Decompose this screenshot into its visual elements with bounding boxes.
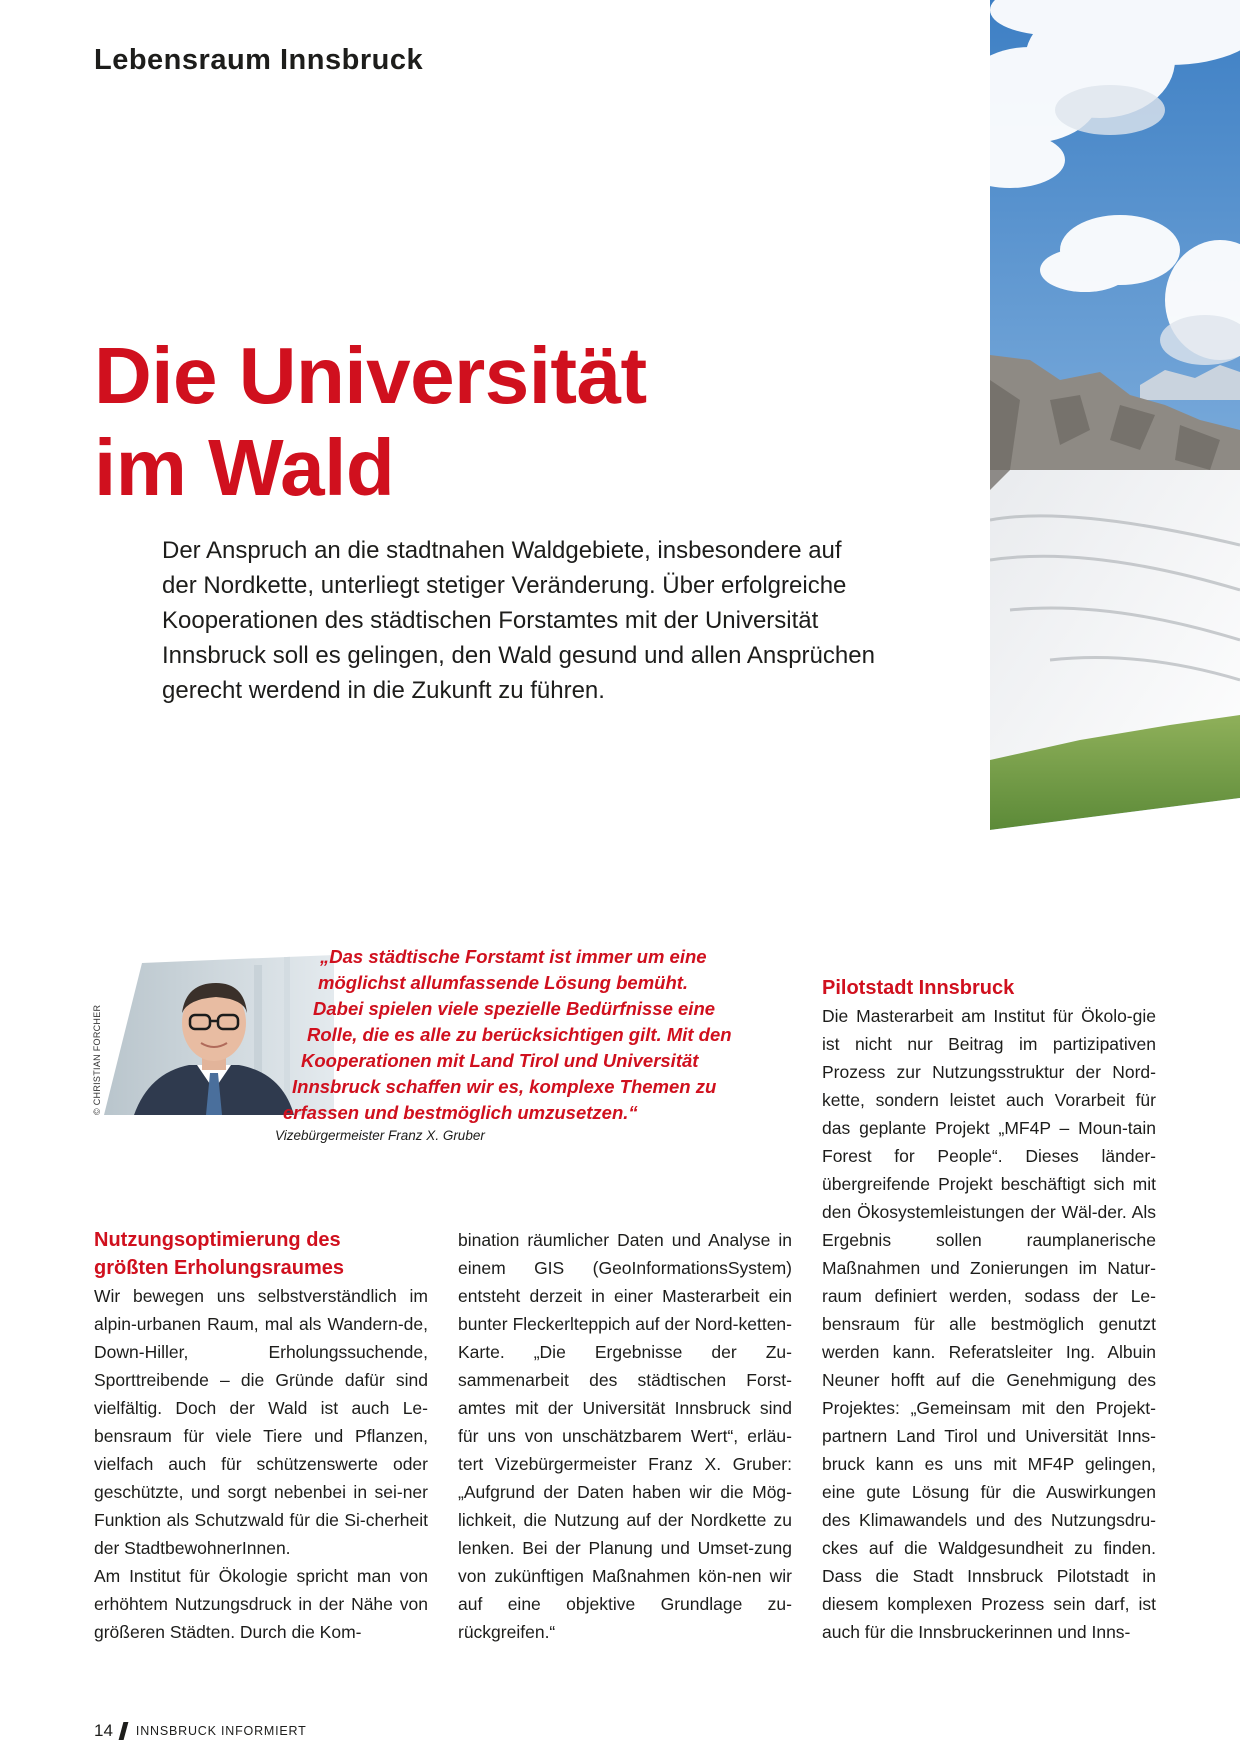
column-2 xyxy=(458,1226,792,1646)
lead-line: gerecht werdend in die Zukunft zu führen. xyxy=(162,677,605,704)
column-1 xyxy=(94,1226,428,1646)
alpine-landscape-photo xyxy=(990,0,1240,830)
footer-divider xyxy=(119,1722,129,1740)
headline-line-1: Die Universität xyxy=(94,331,647,420)
quote-line: Kooperationen mit Land Tirol und Universität xyxy=(301,1050,699,1071)
lead-line: Kooperationen des städtischen Forstamtes mit der Universität xyxy=(162,607,819,634)
column-1-heading xyxy=(94,1226,428,1282)
lead-line: Innsbruck soll es gelingen, den Wald gesund und allen Ansprüchen xyxy=(162,642,875,669)
quote-line: Dabei spielen viele spezielle Bedürfnisse eine xyxy=(313,998,716,1019)
lead-line: Der Anspruch an die stadtnahen Waldgebiete, insbesondere auf xyxy=(162,537,842,564)
headline xyxy=(94,330,647,514)
paragraph: Die Masterarbeit am Institut für Ökolo-gie ist nicht nur Beitrag im partizipativen Prozess zur Nutzungsstruktur der Nord-kette, sondern leistet auch Vorarbeit für das geplante Projekt „MF4P – Moun-tain Forest for People“. Dieses länder-übergreifende Projekt beschäftigt sich mit den Ökosystemleistungen der Wäl-der. Als Ergebnis sollen raumplanerische Maßnahmen und Zonierungen im Natur-raum definiert werden, sodass der Le-bensraum für alle bestmöglich genutzt werden kann. Referatsleiter Ing. Albuin Neuner hofft auf die Genehmigung des Projektes: „Gemeinsam mit den Projekt-partnern Land Tirol und Universität Inns-bruck kann es uns mit MF4P gelingen, eine gute Lösung für die Auswirkungen des Klimawandels und des Nutzungsdru-ckes auf die Waldgesundheit zu finden. Dass die Stadt Innsbruck Pilotstadt in diesem komplexen Prozess sein darf, ist auch für die Innsbruckerinnen und Inns- xyxy=(822,1006,1156,1642)
quote-line: Rolle, die es alle zu berücksichtigen gilt. Mit den xyxy=(307,1024,732,1045)
quote-author: Vizebürgermeister Franz X. Gruber xyxy=(275,1128,485,1143)
quote-line: erfassen und bestmöglich umzusetzen.“ xyxy=(283,1102,638,1123)
section-label: Lebensraum Innsbruck xyxy=(94,44,424,76)
heading-line: Nutzungsoptimierung des xyxy=(94,1229,341,1251)
quote-line: möglichst allumfassende Lösung bemüht. xyxy=(318,972,689,993)
lead-line: der Nordkette, unterliegt stetiger Veränderung. Über erfolgreiche xyxy=(162,572,847,599)
footer xyxy=(94,1721,307,1741)
photo-credit: © CHRISTIAN FORCHER xyxy=(92,1004,102,1115)
column-3 xyxy=(822,974,1156,1646)
lead-paragraph xyxy=(162,533,902,708)
heading-line: größten Erholungsraumes xyxy=(94,1257,345,1279)
page-number: 14 xyxy=(94,1721,113,1740)
paragraph: bination räumlicher Daten und Analyse in einem GIS (GeoInformationsSystem) entsteht derzeit in einer Masterarbeit ein bunter Fleckerlteppich auf der Nord-ketten-Karte. „Die Ergebnisse der Zu-sammenarbeit des städtischen Forst-amtes mit der Universität Innsbruck sind für uns von unschätzbarem Wert“, erläu-tert Vizebürgermeister Franz X. Gruber: „Aufgrund der Daten haben wir die Mög-lichkeit, die Nutzung auf der Nordkette zu lenken. Bei der Planung und Umset-zung von zukünftigen Maßnahmen kön-nen wir auf eine objektive Grundlage zu-rückgreifen.“ xyxy=(458,1230,792,1642)
magazine-name: INNSBRUCK INFORMIERT xyxy=(135,1724,307,1738)
paragraph: Wir bewegen uns selbstverständlich im alpin-urbanen Raum, mal als Wandern-de, Down-Hiller, Erholungssuchende, Sporttreibende – die Gründe dafür sind vielfältig. Doch der Wald ist auch Le-bensraum für viele Tiere und Pflanzen, vielfach auch für schützenswerte oder geschützte, und sorgt nebenbei in sei-ner Funktion als Schutzwald für die Si-cherheit der StadtbewohnerInnen. xyxy=(94,1286,428,1558)
quote-line: „Das städtische Forstamt ist immer um eine xyxy=(320,946,707,967)
quote-line: Innsbruck schaffen wir es, komplexe Themen zu xyxy=(292,1076,717,1097)
column-3-heading: Pilotstadt Innsbruck xyxy=(822,977,1015,999)
headline-line-2: im Wald xyxy=(94,423,395,512)
paragraph: Am Institut für Ökologie spricht man von erhöhtem Nutzungsdruck in der Nähe von größeren Städten. Durch die Kom- xyxy=(94,1566,428,1642)
